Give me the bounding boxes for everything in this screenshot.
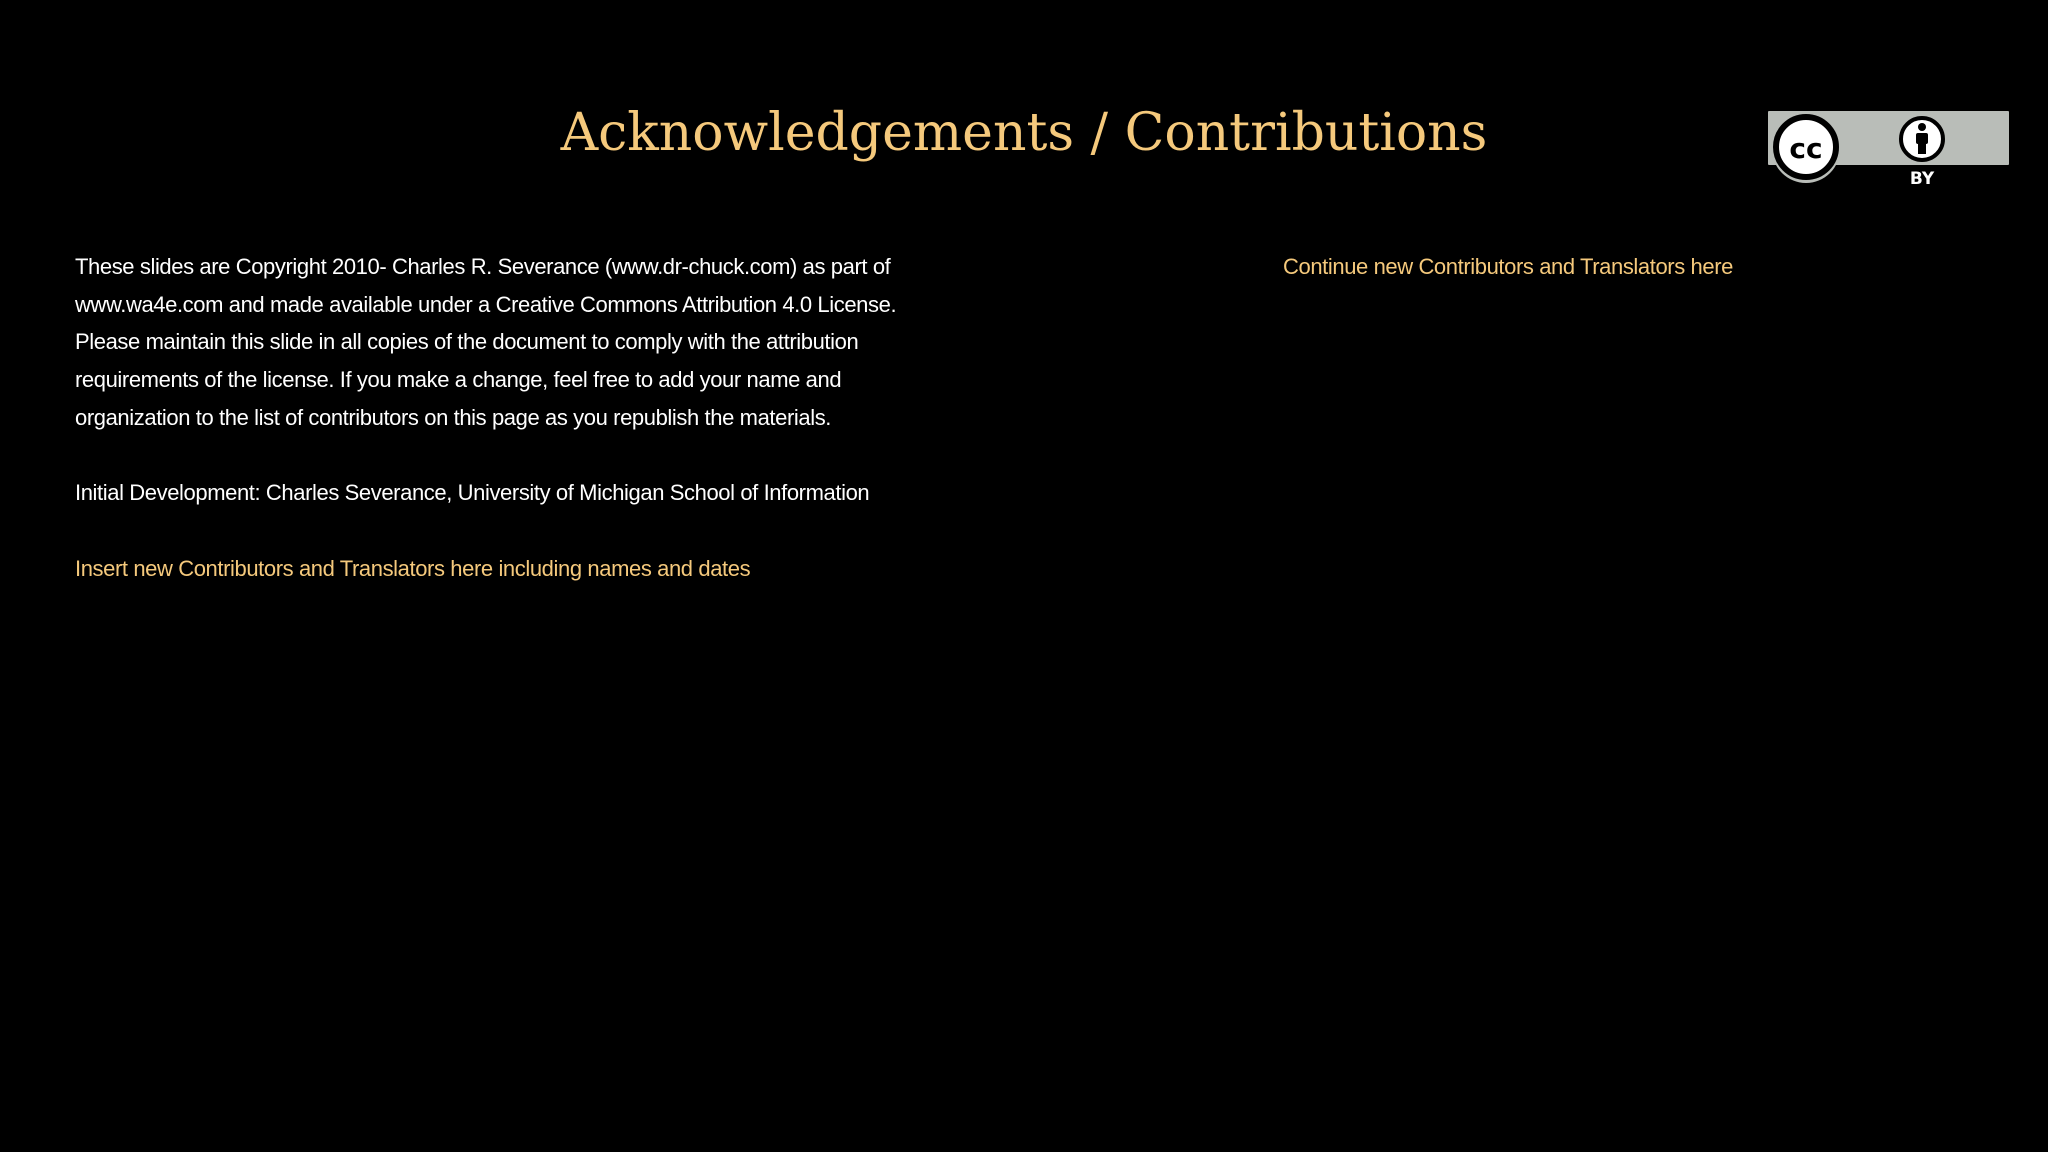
by-label: BY [1909,169,1935,189]
left-column [75,248,955,587]
cc-icon [1772,115,1840,183]
cc-text: cc [1789,132,1823,165]
initial-development-text: Initial Development: Charles Severance, University of Michigan School of Information [75,480,870,506]
copyright-line-2: www.wa4e.com and made available under a Creative Commons Attribution 4.0 License. [75,291,897,317]
copyright-line-5: organization to the list of contributors on this page as you republish the materials. [75,404,832,430]
attribution-person-icon [1901,118,1943,160]
copyright-line-3: Please maintain this slide in all copies of the document to comply with the attribution [75,329,859,355]
cc-by-license-badge [1766,109,2011,189]
copyright-line-4: requirements of the license. If you make a change, feel free to add your name and [75,367,842,393]
continue-contributors-text: Continue new Contributors and Translators here [1283,254,1733,279]
copyright-line-1: These slides are Copyright 2010- Charles R. Severance (www.dr-chuck.com) as part of [75,254,891,279]
slide-title: Acknowledgements / Contributions [560,103,1488,163]
insert-contributors-text: Insert new Contributors and Translators here including names and dates [75,555,751,581]
